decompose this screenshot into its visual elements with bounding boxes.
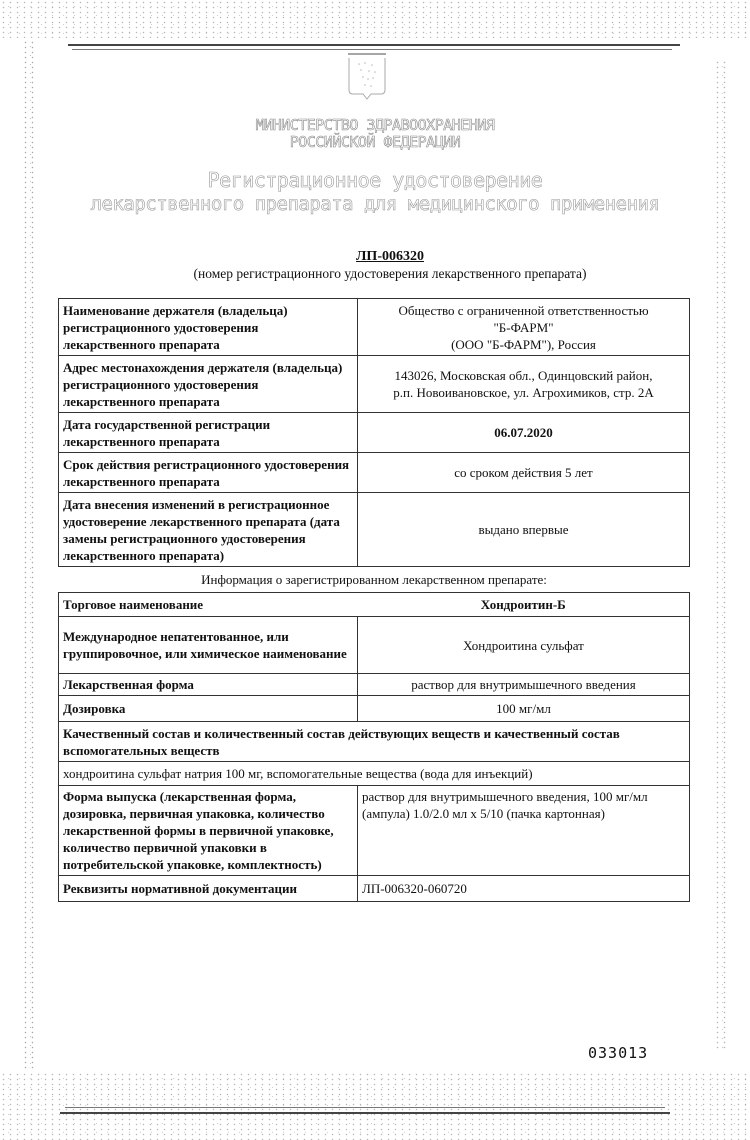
table-row-registration-date bbox=[59, 413, 690, 453]
coat-of-arms-icon bbox=[347, 52, 387, 100]
table-row-trade-name bbox=[59, 593, 690, 617]
drug-info-heading: Информация о зарегистрированном лекарственном препарате: bbox=[59, 567, 690, 593]
decorative-border-top bbox=[0, 0, 750, 38]
document-title-line2: лекарственного препарата для медицинского применения bbox=[90, 193, 660, 215]
form-serial-number: 033013 bbox=[588, 1044, 649, 1062]
table-row-dosage bbox=[59, 696, 690, 722]
normative-doc-label: Реквизиты нормативной документации bbox=[59, 876, 358, 902]
certificate-table bbox=[58, 298, 690, 902]
border-rule-top bbox=[68, 44, 680, 46]
validity-period-value: со сроком действия 5 лет bbox=[358, 453, 690, 493]
holder-name-label: Наименование держателя (владельца) регистрационного удостоверения лекарственного препарата bbox=[59, 299, 358, 356]
table-row-dosage-form bbox=[59, 674, 690, 696]
holder-name-line: (ООО "Б-ФАРМ"), Россия bbox=[451, 336, 596, 352]
table-row-holder-name bbox=[59, 299, 690, 356]
holder-address-line: 143026, Московская обл., Одинцовский район, bbox=[394, 368, 653, 383]
border-rule-top-inner bbox=[72, 49, 672, 50]
release-form-label: Форма выпуска (лекарственная форма, дозировка, первичная упаковка, количество лекарственной формы в первичной упаковке, количество первичной упаковки в потребительской упаковке, комплектность) bbox=[59, 786, 358, 876]
holder-address-label: Адрес местонахождения держателя (владельца) регистрационного удостоверения лекарственного препарата bbox=[59, 356, 358, 413]
ministry-name-line1: МИНИСТЕРСТВО ЗДРАВООХРАНЕНИЯ bbox=[255, 116, 495, 134]
holder-name-line: Общество с ограниченной ответственностью bbox=[398, 302, 649, 318]
inn-value: Хондроитина сульфат bbox=[358, 617, 690, 674]
table-row-inn bbox=[59, 617, 690, 674]
holder-name-value bbox=[358, 299, 690, 356]
registration-date-label: Дата государственной регистрации лекарственного препарата bbox=[59, 413, 358, 453]
registration-date-value: 06.07.2020 bbox=[358, 413, 690, 453]
document-title-line1: Регистрационное удостоверение bbox=[207, 168, 543, 192]
dosage-form-value: раствор для внутримышечного введения bbox=[358, 674, 690, 696]
table-row-amendment-date bbox=[59, 493, 690, 567]
dosage-form-label: Лекарственная форма bbox=[59, 674, 358, 696]
decorative-border-bottom bbox=[0, 1072, 750, 1140]
table-row-holder-address bbox=[59, 356, 690, 413]
table-row-section-heading bbox=[59, 567, 690, 593]
normative-doc-value: ЛП-006320-060720 bbox=[358, 876, 690, 902]
release-form-value: раствор для внутримышечного введения, 100 мг/мл (ампула) 1.0/2.0 мл x 5/10 (пачка картонная) bbox=[358, 786, 690, 876]
trade-name-value: Хондроитин-Б bbox=[358, 593, 690, 617]
registration-number-caption: (номер регистрационного удостоверения лекарственного препарата) bbox=[193, 266, 587, 281]
amendment-date-label: Дата внесения изменений в регистрационное удостоверение лекарственного препарата (дата замены регистрационного удостоверения лекарственного препарата) bbox=[59, 493, 358, 567]
holder-address-value bbox=[358, 356, 690, 413]
validity-period-label: Срок действия регистрационного удостоверения лекарственного препарата bbox=[59, 453, 358, 493]
border-rule-bottom-inner bbox=[65, 1107, 665, 1108]
registration-number: ЛП-006320 bbox=[356, 249, 424, 264]
holder-name-line: "Б-ФАРМ" bbox=[493, 319, 554, 335]
dosage-label: Дозировка bbox=[59, 696, 358, 722]
table-row-validity-period bbox=[59, 453, 690, 493]
table-row-normative-doc bbox=[59, 876, 690, 902]
table-row-release-form bbox=[59, 786, 690, 876]
holder-address-line: р.п. Новоивановское, ул. Агрохимиков, стр. 2А bbox=[393, 385, 654, 400]
inn-label: Международное непатентованное, или группировочное, или химическое наименование bbox=[59, 617, 358, 674]
trade-name-label: Торговое наименование bbox=[59, 593, 358, 617]
amendment-date-value: выдано впервые bbox=[358, 493, 690, 567]
border-rule-bottom bbox=[60, 1112, 670, 1114]
table-row-composition-value bbox=[59, 762, 690, 786]
composition-value: хондроитина сульфат натрия 100 мг, вспомогательные вещества (вода для инъекций) bbox=[59, 762, 690, 786]
table-row-composition-label bbox=[59, 722, 690, 762]
dosage-value: 100 мг/мл bbox=[358, 696, 690, 722]
composition-label: Качественный состав и количественный состав действующих веществ и качественный состав вспомогательных веществ bbox=[59, 722, 690, 762]
ministry-name-line2: РОССИЙСКОЙ ФЕДЕРАЦИИ bbox=[289, 133, 461, 151]
